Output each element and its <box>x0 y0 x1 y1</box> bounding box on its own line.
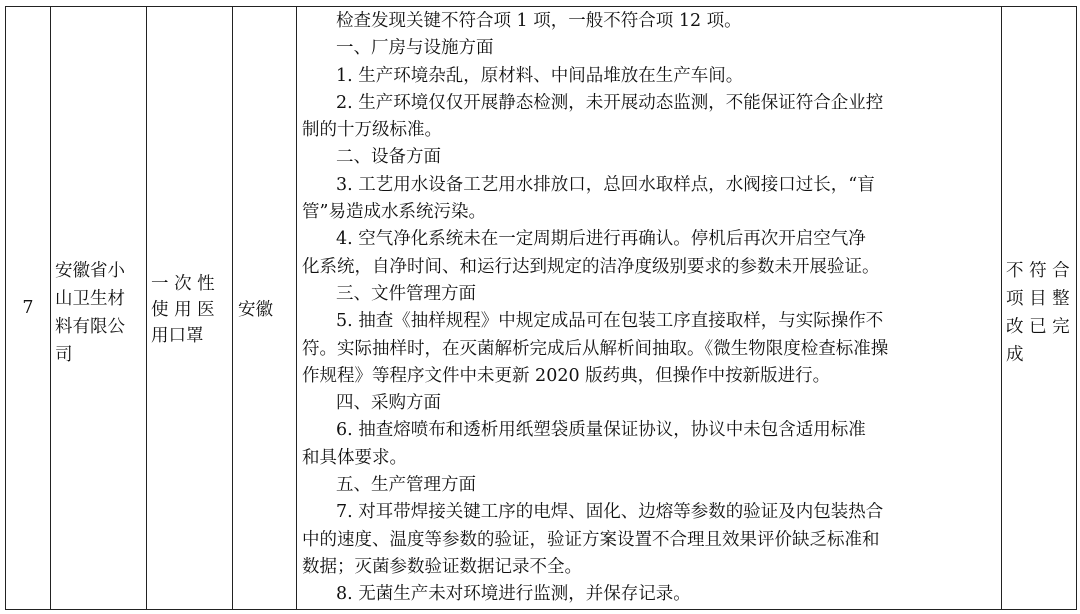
issue-line: 一、厂房与设施方面 <box>336 38 494 59</box>
issue-line: 作规程》等程序文件中未更新 2020 版药典，但操作中按新版进行。 <box>302 365 831 386</box>
issue-line: 数据；灭菌参数验证数据记录不全。 <box>302 556 582 577</box>
issue-line: 和具体要求。 <box>302 447 407 468</box>
issues-list <box>298 8 1002 609</box>
rectification-result: 不 符 合 项 目 整 改 已 完 成 <box>1006 261 1070 365</box>
issue-line: 符。实际抽样时，在灭菌解析完成后从解析间抽取。《微生物限度检查标准操 <box>302 338 889 359</box>
inspection-table <box>5 6 1077 610</box>
issue-line: 二、设备方面 <box>336 147 441 168</box>
issue-line: 8. 无菌生产未对环境进行监测，并保存记录。 <box>336 584 691 605</box>
column-divider <box>232 7 233 609</box>
company-name: 安徽省小 山卫生材 料有限公 司 <box>55 261 125 365</box>
issue-line: 中的速度、温度等参数的验证，验证方案设置不合理且效果评价缺乏标准和 <box>302 529 880 550</box>
issue-line: 化系统，自净时间、和运行达到规定的洁净度级别要求的参数未开展验证。 <box>302 256 880 277</box>
issue-line: 五、生产管理方面 <box>336 475 476 496</box>
product-name: 一 次 性 使 用 医 用口罩 <box>151 274 215 346</box>
issue-line: 6. 抽查熔喷布和透析用纸塑袋质量保证协议，协议中未包含适用标准 <box>336 420 866 441</box>
issue-line: 制的十万级标准。 <box>302 120 442 141</box>
province: 安徽 <box>238 299 273 320</box>
issue-line: 检查发现关键不符合项 1 项，一般不符合项 12 项。 <box>336 11 742 31</box>
row-number: 7 <box>22 298 34 318</box>
issue-line: 5. 抽查《抽样规程》中规定成品可在包装工序直接取样，与实际操作不 <box>336 311 884 332</box>
issue-line: 2. 生产环境仅仅开展静态检测，未开展动态监测，不能保证符合企业控 <box>336 92 884 113</box>
column-divider <box>50 7 51 609</box>
issue-line: 7. 对耳带焊接关键工序的电焊、固化、边熔等参数的验证及内包装热合 <box>336 502 884 523</box>
issue-line: 1. 生产环境杂乱，原材料、中间品堆放在生产车间。 <box>336 65 744 86</box>
issue-line: 3. 工艺用水设备工艺用水排放口，总回水取样点，水阀接口过长，“盲 <box>336 174 875 195</box>
issue-line: 四、采购方面 <box>336 393 441 414</box>
column-divider <box>146 7 147 609</box>
column-divider <box>296 7 297 609</box>
issue-line: 管”易造成水系统污染。 <box>302 202 486 223</box>
issue-line: 三、文件管理方面 <box>336 283 476 304</box>
issue-line: 4. 空气净化系统未在一定周期后进行再确认。停机后再次开启空气净 <box>336 229 866 250</box>
